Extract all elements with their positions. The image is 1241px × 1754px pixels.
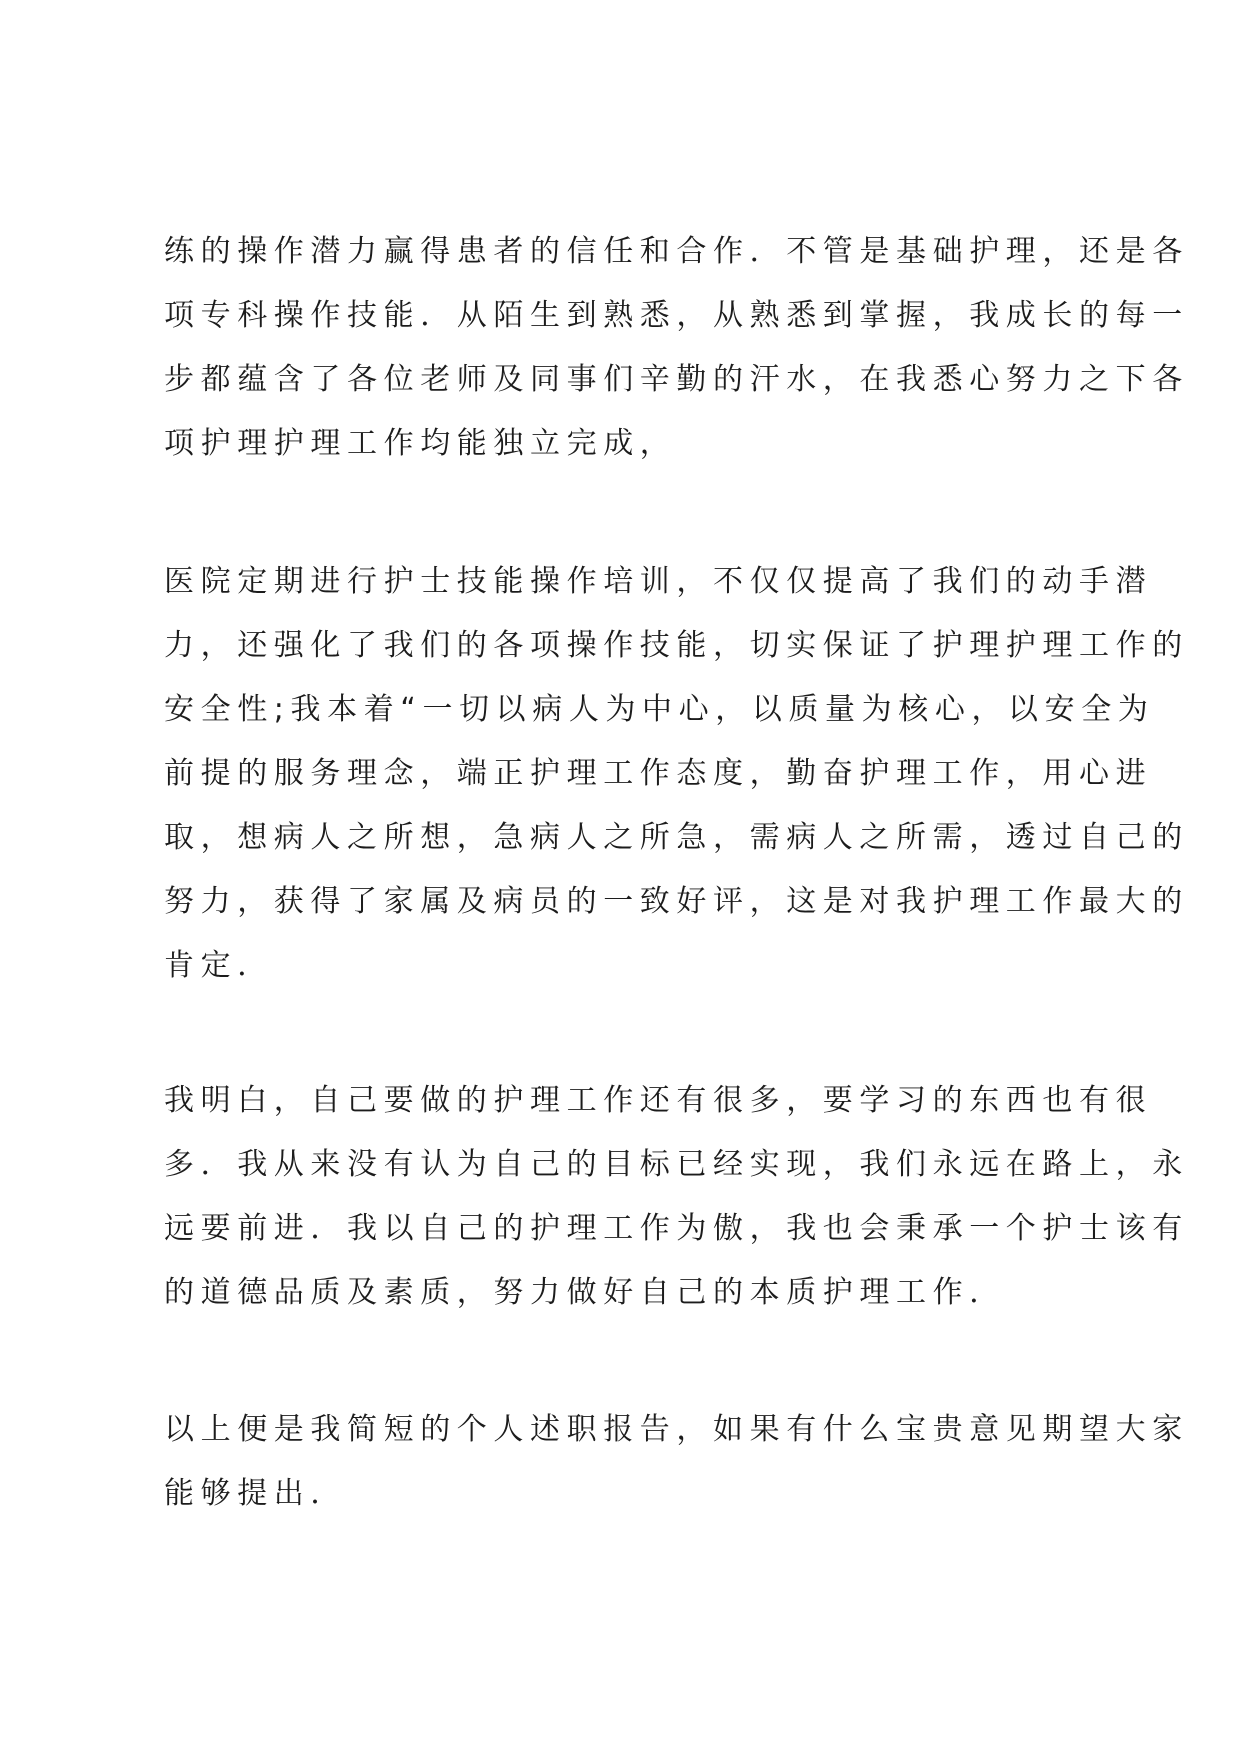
paragraph-3 xyxy=(164,1069,1189,1325)
paragraph-line: 多．我从来没有认为自己的目标已经实现，我们永远在路上，永 xyxy=(164,1147,1189,1182)
paragraph-line: 努力，获得了家属及病员的一致好评，这是对我护理工作最大的 xyxy=(164,884,1189,919)
paragraph-line: 能够提出． xyxy=(164,1476,347,1511)
paragraph-2 xyxy=(164,550,1189,998)
paragraph-line: 前提的服务理念，端正护理工作态度，勤奋护理工作，用心进 xyxy=(164,756,1153,791)
paragraph-4 xyxy=(164,1398,1189,1526)
paragraph-line: 以上便是我简短的个人述职报告，如果有什么宝贵意见期望大家 xyxy=(164,1412,1189,1447)
paragraph-line: 项专科操作技能．从陌生到熟悉，从熟悉到掌握，我成长的每一 xyxy=(164,298,1189,333)
paragraph-line: 远要前进．我以自己的护理工作为傲，我也会秉承一个护士该有 xyxy=(164,1211,1189,1246)
paragraph-line: 练的操作潜力赢得患者的信任和合作．不管是基础护理，还是各 xyxy=(164,234,1189,269)
paragraph-line: 医院定期进行护士技能操作培训，不仅仅提高了我们的动手潜 xyxy=(164,564,1153,599)
paragraph-line: 步都蕴含了各位老师及同事们辛勤的汗水，在我悉心努力之下各 xyxy=(164,362,1189,397)
paragraph-line: 取，想病人之所想，急病人之所急，需病人之所需，透过自己的 xyxy=(164,820,1189,855)
paragraph-line: 我明白，自己要做的护理工作还有很多，要学习的东西也有很 xyxy=(164,1083,1153,1118)
paragraph-line: 的道德品质及素质，努力做好自己的本质护理工作． xyxy=(164,1275,1006,1310)
paragraph-line: 项护理护理工作均能独立完成， xyxy=(164,426,677,461)
paragraph-line: 力，还强化了我们的各项操作技能，切实保证了护理护理工作的 xyxy=(164,628,1189,663)
paragraph-line: 安全性;我本着“一切以病人为中心，以质量为核心，以安全为 xyxy=(164,692,1155,727)
paragraph-1 xyxy=(164,220,1189,476)
paragraph-line: 肯定． xyxy=(164,948,274,983)
